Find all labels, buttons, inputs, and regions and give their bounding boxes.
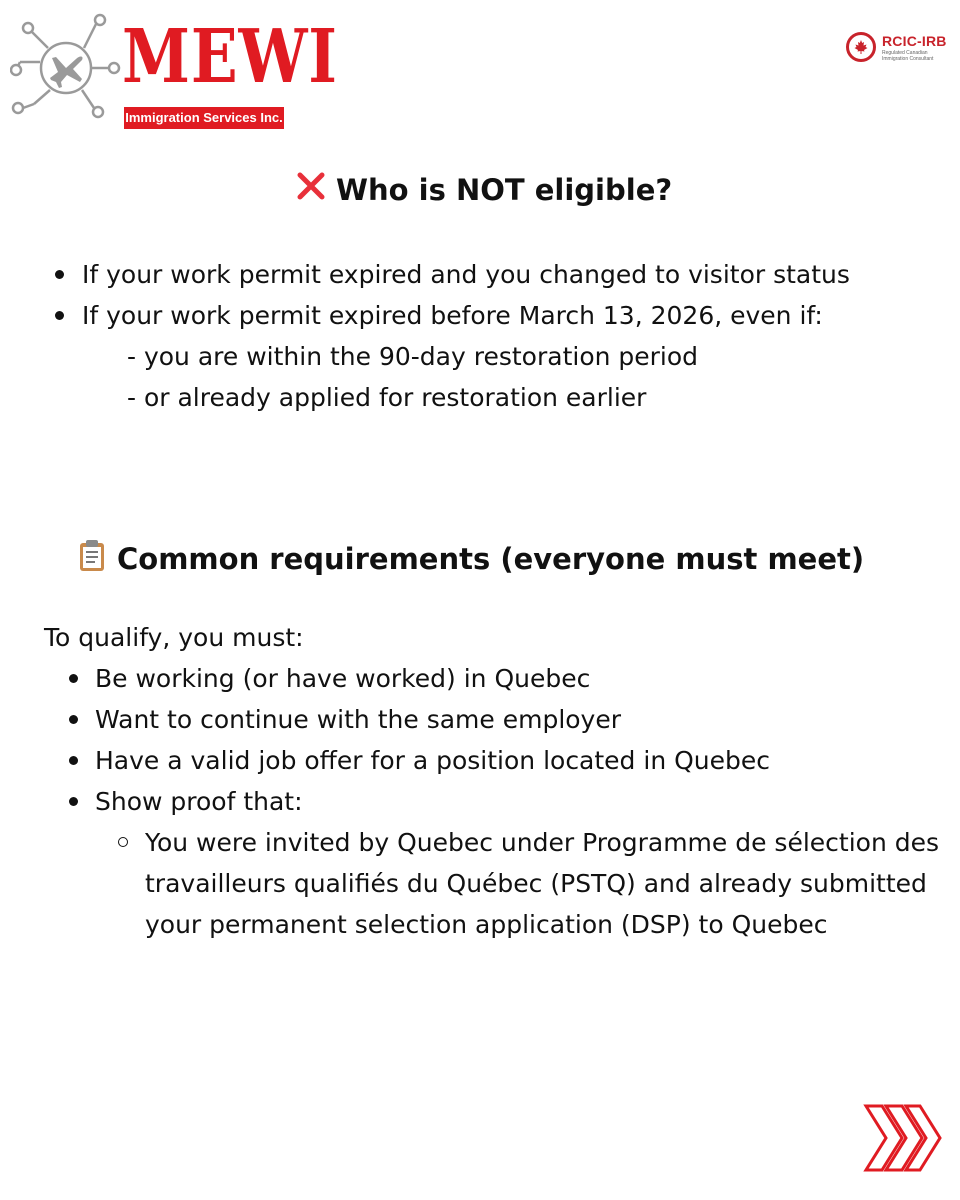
rcic-badge [846, 32, 956, 66]
next-page-button[interactable] [862, 1102, 944, 1174]
clipboard-icon [77, 538, 107, 580]
sub-list-item: You were invited by Quebec under Programme de sélection des travailleurs qualifiés du Québec (PSTQ) and already submitted your permanent selection application (DSP) to Quebec [145, 822, 945, 945]
list-item: Show proof that: [95, 781, 945, 822]
triple-chevron-right-icon [862, 1102, 944, 1174]
maple-leaf-icon [846, 32, 876, 62]
list-item: Have a valid job offer for a position located in Quebec [95, 740, 945, 781]
sub-list-item: - you are within the 90-day restoration period [127, 342, 699, 371]
brand-wordmark: MEWI [122, 14, 338, 100]
badge-title: RCIC-IRB [882, 33, 947, 49]
brand-tagline: Immigration Services Inc. [124, 107, 284, 129]
cross-mark-icon [296, 171, 326, 209]
requirements-heading [77, 538, 864, 580]
badge-subtitle: Regulated Canadian Immigration Consultant [882, 50, 934, 62]
requirements-sub-list [145, 822, 945, 945]
list-item: Want to continue with the same employer [95, 699, 945, 740]
requirements-intro: To qualify, you must: [44, 623, 304, 652]
list-item: Be working (or have worked) in Quebec [95, 658, 945, 699]
not-eligible-heading [296, 171, 672, 209]
not-eligible-list [82, 254, 942, 418]
list-item: If your work permit expired and you changed to visitor status [82, 254, 942, 295]
airplane-network-icon [10, 12, 125, 122]
requirements-heading-text: Common requirements (everyone must meet) [117, 542, 865, 576]
requirements-list [95, 658, 945, 822]
not-eligible-heading-text: Who is NOT eligible? [336, 173, 673, 207]
brand-logo [10, 12, 338, 125]
sub-list-item: - or already applied for restoration earlier [127, 383, 647, 412]
list-item: If your work permit expired before March 13, 2026, even if: [82, 295, 942, 336]
